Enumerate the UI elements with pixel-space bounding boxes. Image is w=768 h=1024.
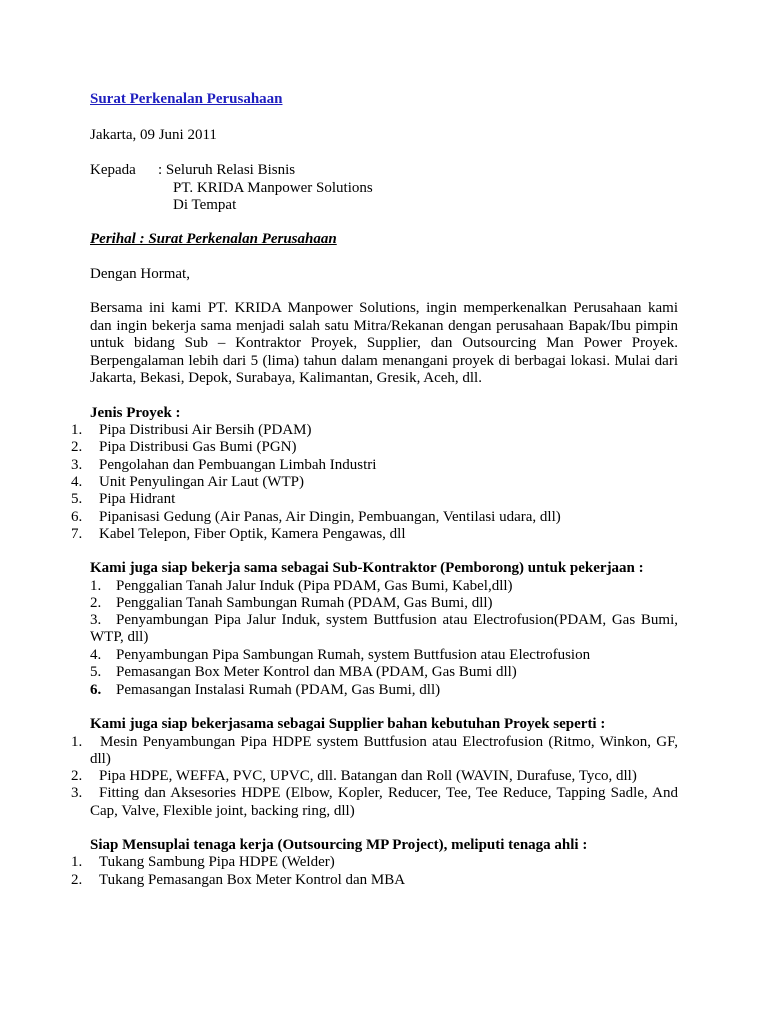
intro-line: dan ingin bekerja sama menjadi salah satu Mitra/Rekanan dengan perusahaan Bapak/Ibu pimpin bbox=[90, 318, 678, 334]
projects-item: Kabel Telepon, Fiber Optik, Kamera Pengawas, dll bbox=[99, 526, 406, 542]
outsourcing-item-number: 2. bbox=[71, 872, 83, 888]
subcontractor-item-number: 4. bbox=[90, 647, 102, 663]
subcontractor-item-number: 5. bbox=[90, 664, 102, 680]
subcontractor-item-number: 3. bbox=[90, 612, 102, 628]
recipient-label: Kepada bbox=[90, 162, 136, 178]
projects-item-number: 7. bbox=[71, 526, 83, 542]
subcontractor-item-number: 1. bbox=[90, 578, 102, 594]
projects-item: Pipa Hidrant bbox=[99, 491, 176, 507]
supplier-heading: Kami juga siap bekerjasama sebagai Supplier bahan kebutuhan Proyek seperti : bbox=[90, 716, 606, 732]
intro-line: untuk bidang Sub – Kontraktor Proyek, Supplier, dan Outsourcing Man Power Proyek. bbox=[90, 335, 678, 351]
letter-greeting: Dengan Hormat, bbox=[90, 266, 190, 282]
supplier-item-number: 1. bbox=[71, 734, 83, 750]
outsourcing-heading: Siap Mensuplai tenaga kerja (Outsourcing MP Project), meliputi tenaga ahli : bbox=[90, 837, 588, 853]
projects-item-number: 5. bbox=[71, 491, 83, 507]
subcontractor-item-continuation: WTP, dll) bbox=[90, 629, 149, 645]
supplier-item-continuation: dll) bbox=[90, 751, 111, 767]
supplier-item-number: 3. bbox=[71, 785, 83, 801]
projects-heading: Jenis Proyek : bbox=[90, 405, 181, 421]
letter-subject: Perihal : Surat Perkenalan Perusahaan bbox=[90, 231, 337, 247]
subcontractor-item: Pemasangan Box Meter Kontrol dan MBA (PDAM, Gas Bumi dll) bbox=[116, 664, 517, 680]
recipient-line-1: : Seluruh Relasi Bisnis bbox=[158, 162, 296, 178]
projects-item-number: 2. bbox=[71, 439, 83, 455]
subcontractor-heading: Kami juga siap bekerja sama sebagai Sub-Kontraktor (Pemborong) untuk pekerjaan : bbox=[90, 560, 644, 576]
projects-item-number: 6. bbox=[71, 509, 83, 525]
letter-title[interactable]: Surat Perkenalan Perusahaan bbox=[90, 91, 283, 107]
projects-item: Pengolahan dan Pembuangan Limbah Industri bbox=[99, 457, 377, 473]
projects-item: Pipanisasi Gedung (Air Panas, Air Dingin, Pembuangan, Ventilasi udara, dll) bbox=[99, 509, 561, 525]
projects-item-number: 1. bbox=[71, 422, 83, 438]
projects-item: Pipa Distribusi Air Bersih (PDAM) bbox=[99, 422, 312, 438]
subcontractor-item: Penyambungan Pipa Sambungan Rumah, system Buttfusion atau Electrofusion bbox=[116, 647, 591, 663]
letter-date: Jakarta, 09 Juni 2011 bbox=[90, 127, 217, 143]
outsourcing-item-number: 1. bbox=[71, 854, 83, 870]
recipient-line-3: Di Tempat bbox=[173, 197, 237, 213]
projects-item-number: 3. bbox=[71, 457, 83, 473]
supplier-item-continuation: Cap, Valve, Flexible joint, backing ring, dll) bbox=[90, 803, 355, 819]
projects-item: Pipa Distribusi Gas Bumi (PGN) bbox=[99, 439, 297, 455]
projects-item-number: 4. bbox=[71, 474, 83, 490]
subcontractor-item: Penggalian Tanah Jalur Induk (Pipa PDAM, Gas Bumi, Kabel,dll) bbox=[116, 578, 513, 594]
projects-item: Unit Penyulingan Air Laut (WTP) bbox=[99, 474, 304, 490]
recipient-line-2: PT. KRIDA Manpower Solutions bbox=[173, 180, 373, 196]
subcontractor-item-number: 2. bbox=[90, 595, 102, 611]
supplier-item: Pipa HDPE, WEFFA, PVC, UPVC, dll. Batangan dan Roll (WAVIN, Durafuse, Tyco, dll) bbox=[99, 768, 637, 784]
supplier-item: Mesin Penyambungan Pipa HDPE system Buttfusion atau Electrofusion (Ritmo, Winkon, GF, bbox=[100, 734, 678, 750]
supplier-item-number: 2. bbox=[71, 768, 83, 784]
intro-line: Bersama ini kami PT. KRIDA Manpower Solutions, ingin memperkenalkan Perusahaan kami bbox=[90, 300, 678, 316]
outsourcing-item: Tukang Pemasangan Box Meter Kontrol dan MBA bbox=[99, 872, 406, 888]
subcontractor-item: Penyambungan Pipa Jalur Induk, system Buttfusion atau Electrofusion(PDAM, Gas Bumi, bbox=[116, 612, 678, 628]
outsourcing-item: Tukang Sambung Pipa HDPE (Welder) bbox=[99, 854, 335, 870]
subcontractor-item: Penggalian Tanah Sambungan Rumah (PDAM, Gas Bumi, dll) bbox=[116, 595, 493, 611]
subcontractor-item-number: 6. bbox=[90, 682, 102, 698]
intro-line: Berpengalaman lebih dari 5 (lima) tahun dalam menangani proyek di berbagai lokasi. Mulai dari bbox=[90, 353, 678, 369]
supplier-item: Fitting dan Aksesories HDPE (Elbow, Kopler, Reducer, Tee, Tee Reduce, Tapping Sadle, And bbox=[99, 785, 678, 801]
subcontractor-item: Pemasangan Instalasi Rumah (PDAM, Gas Bumi, dll) bbox=[116, 682, 441, 698]
intro-line: Jakarta, Bekasi, Depok, Surabaya, Kalimantan, Gresik, Aceh, dll. bbox=[90, 370, 482, 386]
